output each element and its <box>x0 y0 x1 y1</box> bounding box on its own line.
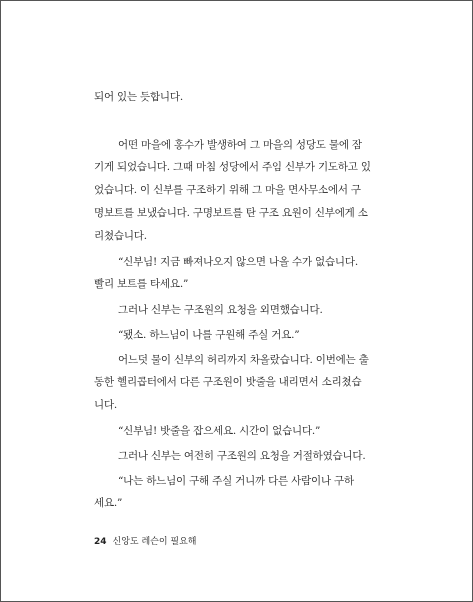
text-line: 니다. <box>94 399 118 411</box>
text-line: “됐소. 하느님이 나를 구원해 주실 거요.” <box>118 329 300 341</box>
text-line: “신부님! 지금 빠져나오지 않으면 나올 수가 없습니다. <box>118 256 358 268</box>
text-line: 세요.” <box>94 497 123 509</box>
text-line: 기게 되었습니다. 그때 마침 성당에서 주임 신부가 기도하고 있 <box>94 161 371 173</box>
text-line: 빨리 보트를 타세요.” <box>94 278 189 290</box>
text-line: 명보트를 보냈습니다. 구명보트를 탄 구조 요원이 신부에게 소 <box>94 207 368 219</box>
text-line: “신부님! 밧줄을 잡으세요. 시간이 없습니다.” <box>118 425 321 437</box>
page-footer <box>94 536 197 548</box>
text-line: “나는 하느님이 구해 주실 거니까 다른 사람이나 구하 <box>118 475 354 487</box>
text-line: 어떤 마을에 홍수가 발생하여 그 마을의 성당도 물에 잠 <box>118 139 362 151</box>
text-line: 리쳤습니다. <box>94 230 147 242</box>
text-line: 되어 있는 듯합니다. <box>94 91 183 103</box>
text-line: 동한 헬리콥터에서 다른 구조원이 밧줄을 내리면서 소리쳤습 <box>94 376 362 388</box>
text-line: 그러나 신부는 구조원의 요청을 외면했습니다. <box>118 304 323 316</box>
text-line: 었습니다. 이 신부를 구조하기 위해 그 마을 면사무소에서 구 <box>94 184 361 196</box>
text-line: 어느덧 물이 신부의 허리까지 차올랐습니다. 이번에는 출 <box>118 354 369 366</box>
text-line: 그러나 신부는 여전히 구조원의 요청을 거절하였습니다. <box>118 450 366 462</box>
page-number: 24 <box>94 537 107 547</box>
book-title: 신앙도 레슨이 필요해 <box>112 537 197 547</box>
